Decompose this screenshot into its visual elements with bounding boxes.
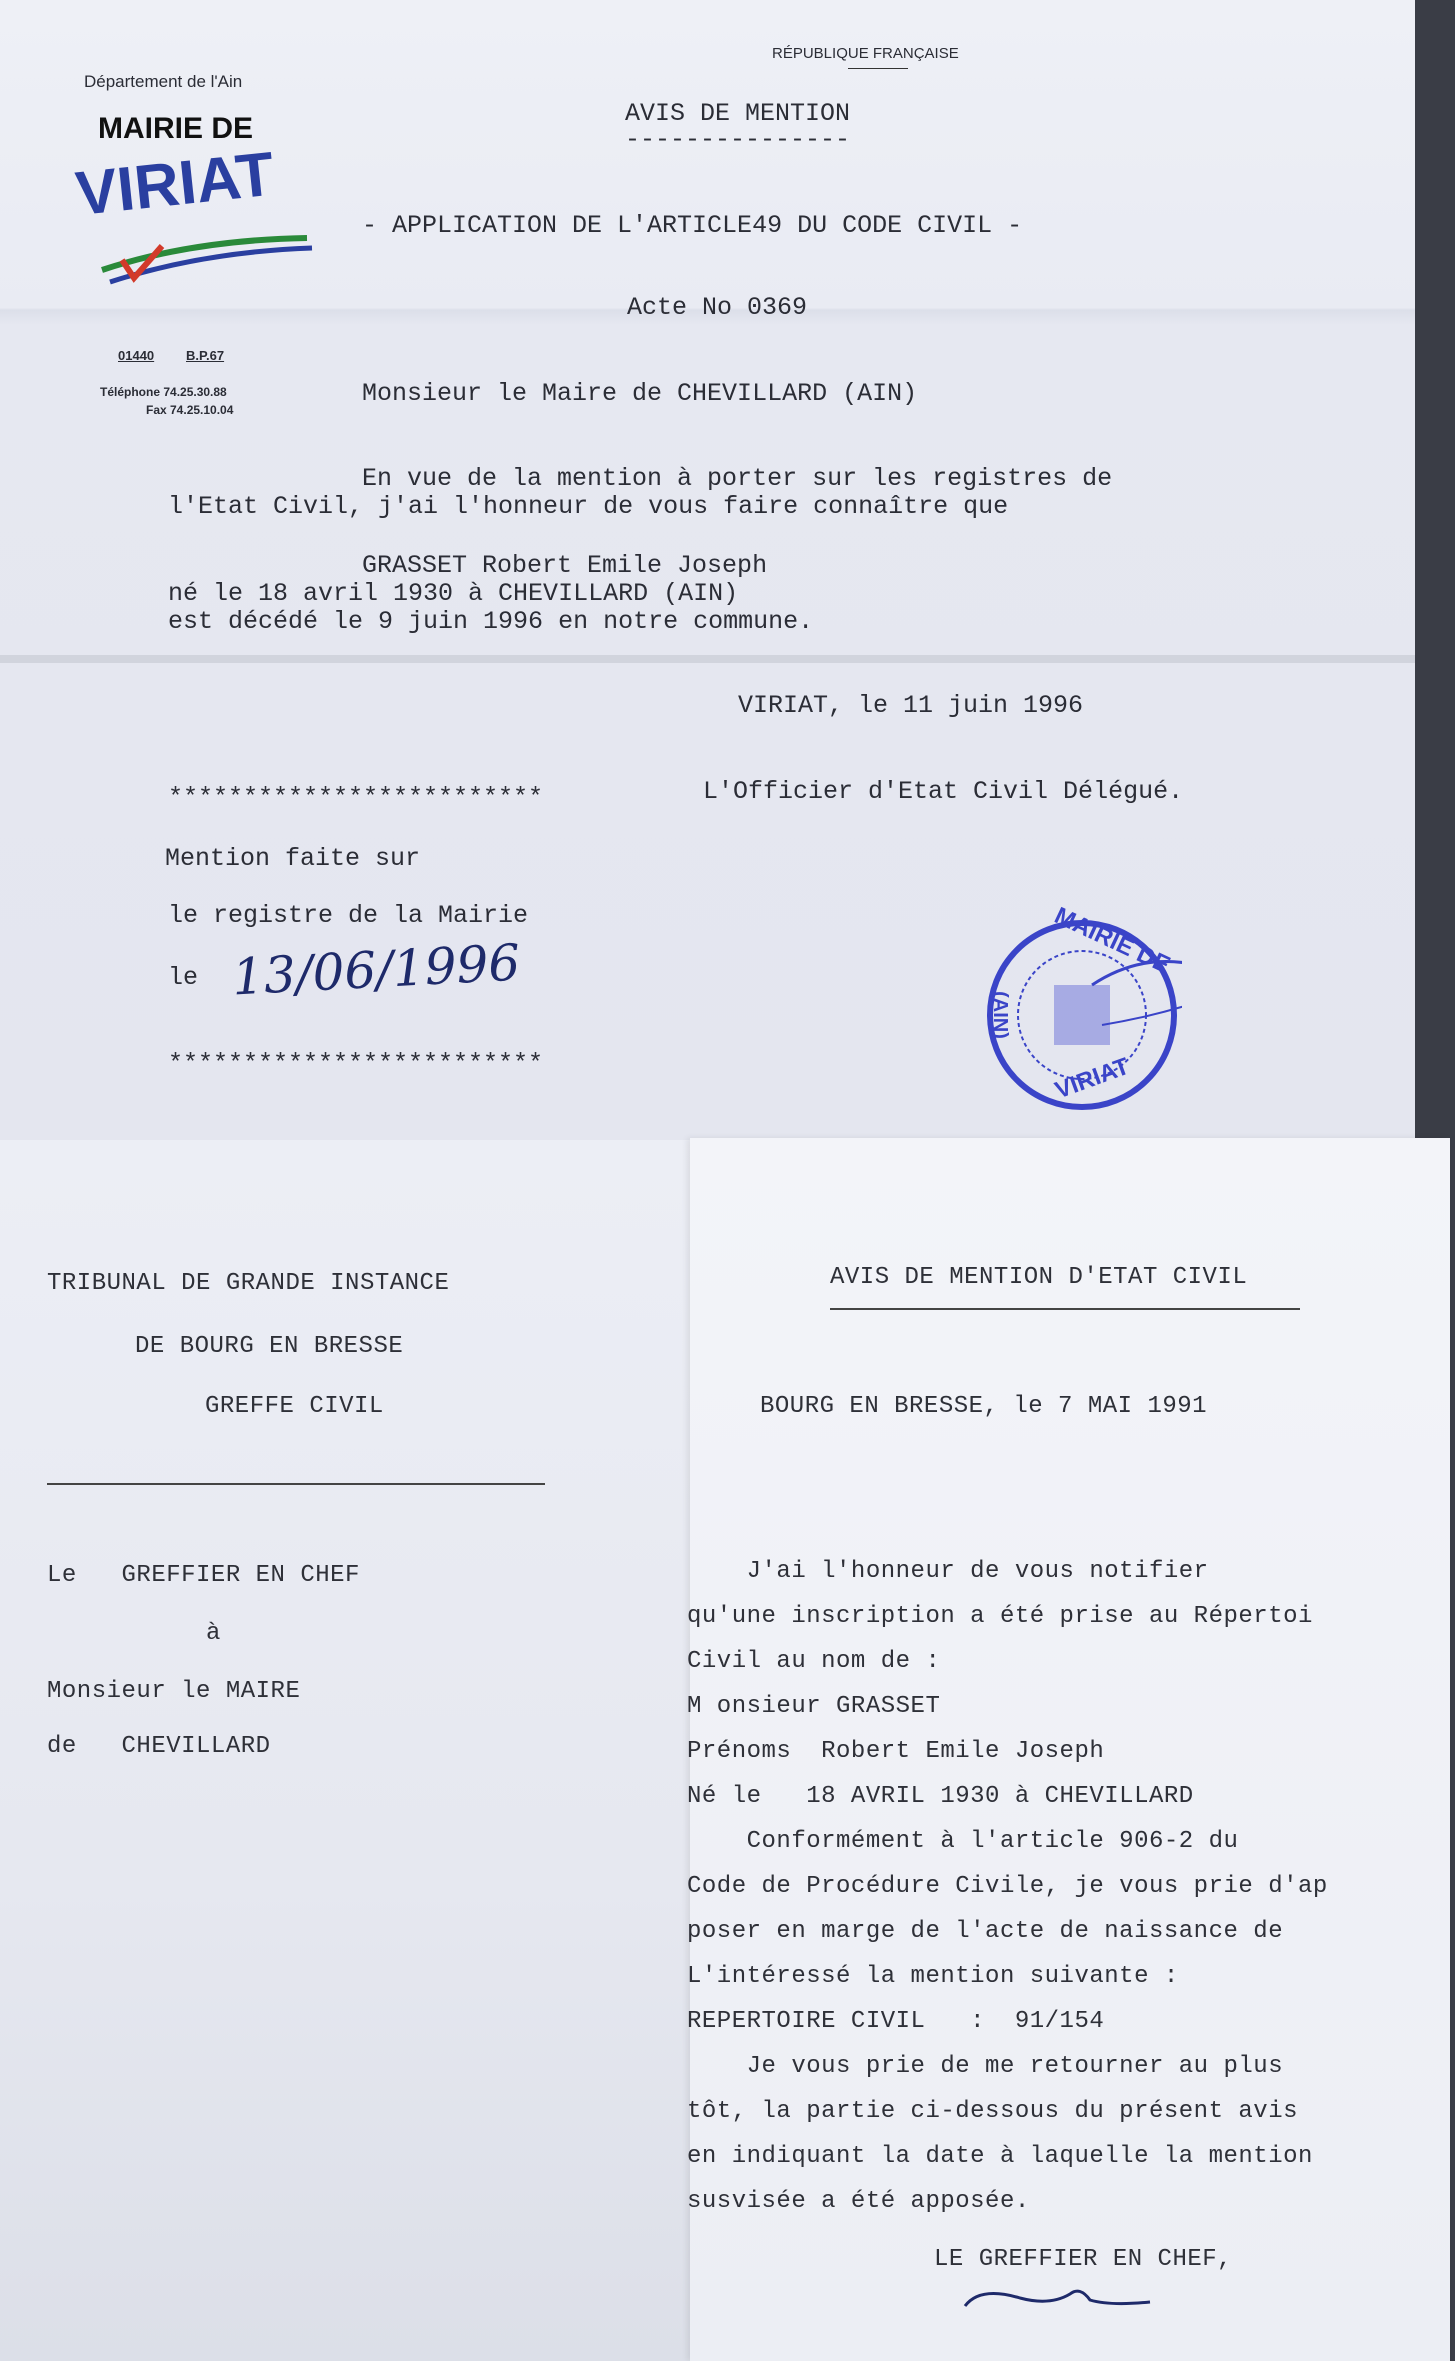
letter2-place-date: BOURG EN BRESSE, le 7 MAI 1991 [760, 1393, 1208, 1420]
court-line-1: TRIBUNAL DE GRANDE INSTANCE [47, 1270, 450, 1297]
stamp-text-side: (AIN) [988, 991, 1011, 1039]
letter-tribunal-header [0, 1140, 700, 2361]
place-date: VIRIAT, le 11 juin 1996 [738, 691, 1084, 720]
header-rule [848, 68, 908, 69]
fax: Fax 74.25.10.04 [146, 403, 234, 417]
stamp-text-bottom: VIRIAT [1051, 1052, 1134, 1105]
court-line-3: GREFFE CIVIL [205, 1393, 384, 1420]
signature-scribble-icon [960, 2276, 1160, 2326]
birth-line: né le 18 avril 1930 à CHEVILLARD (AIN) [168, 579, 739, 608]
logo-text: VIRIAT [72, 139, 278, 230]
viriat-logo [72, 139, 322, 300]
body-line: J'ai l'honneur de vous notifier [687, 1558, 1209, 1585]
deceased-name: GRASSET Robert Emile Joseph [362, 551, 768, 580]
body-line-2: l'Etat Civil, j'ai l'honneur de vous faire connaître que [168, 492, 1009, 521]
body-line: poser en marge de l'acte de naissance de [687, 1918, 1284, 1945]
from-line-3: Monsieur le MAIRE [47, 1678, 301, 1705]
letter-tribunal-body [687, 1138, 1450, 2361]
body-line: L'intéressé la mention suivante : [687, 1963, 1179, 1990]
postal-code: 01440 [118, 348, 155, 363]
stars-top: ************************* [168, 783, 544, 812]
body-line: en indiquant la date à laquelle la mention [687, 2143, 1313, 2170]
from-line-2: à [206, 1620, 221, 1647]
departement-label: Département de l'Ain [84, 72, 243, 91]
body-line: Civil au nom de : [687, 1648, 941, 1675]
body-line: qu'une inscription a été prise au Répertoi [687, 1603, 1313, 1630]
body-line: Prénoms Robert Emile Joseph [687, 1738, 1105, 1765]
stamp-text-top: MAIRIE DE [1050, 902, 1175, 979]
telephone: Téléphone 74.25.30.88 [100, 385, 227, 399]
official-stamp [982, 902, 1182, 1115]
stars-bottom: ************************* [168, 1049, 544, 1078]
from-line-1: Le GREFFIER EN CHEF [47, 1562, 360, 1589]
signature-title: LE GREFFIER EN CHEF, [934, 2246, 1233, 2273]
republique-header: RÉPUBLIQUE FRANÇAISE [772, 45, 959, 62]
mairie-de-label: MAIRIE DE [98, 112, 254, 145]
body-line: Code de Procédure Civile, je vous prie d'ap [687, 1873, 1328, 1900]
officer-title: L'Officier d'Etat Civil Délégué. [703, 777, 1184, 806]
court-rule [47, 1483, 545, 1485]
logo-swoosh-icon [72, 160, 322, 300]
mention-line-2: le registre de la Mairie [168, 901, 529, 930]
acte-number: Acte No 0369 [627, 293, 808, 322]
body-line: susvisée a été apposée. [687, 2188, 1030, 2215]
mention-line-1: Mention faite sur [165, 844, 421, 873]
body-line-1: En vue de la mention à porter sur les registres de [362, 464, 1113, 493]
mention-le: le [168, 963, 199, 992]
handwritten-date: 13/06/1996 [230, 933, 522, 1007]
court-line-2: DE BOURG EN BRESSE [135, 1333, 404, 1360]
letter1-title-underline: --------------- [625, 125, 851, 154]
body-line: M onsieur GRASSET [687, 1693, 941, 1720]
title-rule [830, 1308, 1300, 1310]
recipient: Monsieur le Maire de CHEVILLARD (AIN) [362, 379, 918, 408]
letter1-title: AVIS DE MENTION [625, 99, 851, 128]
death-line: est décédé le 9 juin 1996 en notre commune. [168, 607, 814, 636]
from-line-4: de CHEVILLARD [47, 1733, 271, 1760]
application-line: - APPLICATION DE L'ARTICLE49 DU CODE CIVIL - [362, 211, 1023, 240]
paper-fold [0, 655, 1415, 663]
letter-viriat [0, 0, 1415, 1140]
body-line: REPERTOIRE CIVIL : 91/154 [687, 2008, 1105, 2035]
body-line: tôt, la partie ci-dessous du présent avis [687, 2098, 1298, 2125]
bp-box: B.P.67 [186, 348, 225, 363]
body-line: Conformément à l'article 906-2 du [687, 1828, 1239, 1855]
body-line: Né le 18 AVRIL 1930 à CHEVILLARD [687, 1783, 1194, 1810]
body-line: Je vous prie de me retourner au plus [687, 2053, 1284, 2080]
letter2-title: AVIS DE MENTION D'ETAT CIVIL [830, 1264, 1248, 1291]
